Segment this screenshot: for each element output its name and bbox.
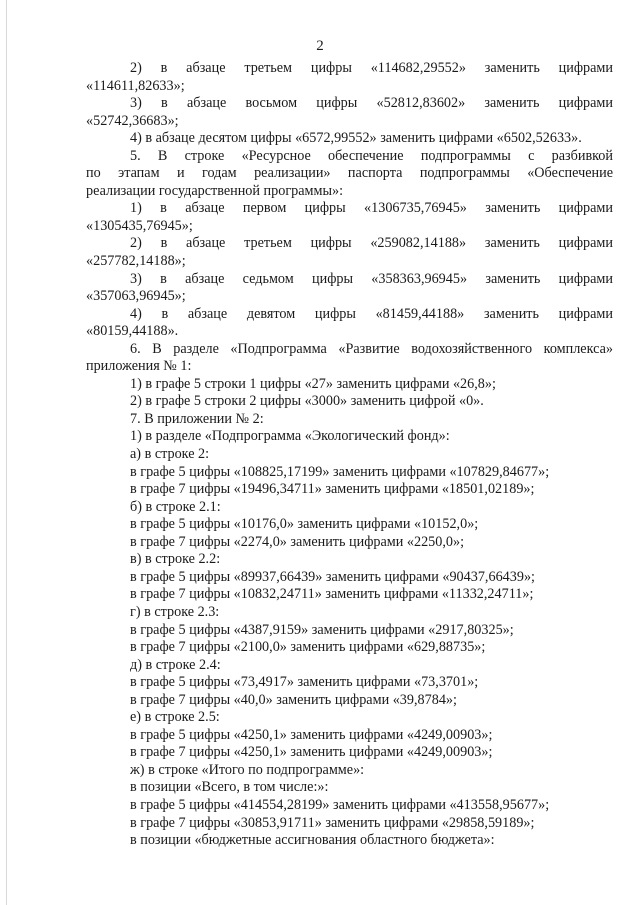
text-line: в графе 5 цифры «73,4917» заменить цифрами «73,3701»; (130, 674, 479, 691)
text-line: 3) в абзаце седьмом цифры «358363,96945» заменить цифрами (130, 270, 613, 287)
text-line: д) в строке 2.4: (130, 656, 221, 673)
text-line: в позиции «бюджетные ассигнования областного бюджета»: (130, 832, 495, 849)
text-line: б) в строке 2.1: (130, 498, 221, 515)
text-line: в графе 7 цифры «4250,1» заменить цифрами «4249,00903»; (130, 744, 493, 761)
text-line: в графе 7 цифры «30853,91711» заменить цифрами «29858,59189»; (130, 814, 535, 831)
text-line: в графе 7 цифры «2100,0» заменить цифрами «629,88735»; (130, 639, 486, 656)
text-line: 1) в абзаце первом цифры «1306735,76945» заменить цифрами (130, 200, 613, 217)
text-line: в графе 5 цифры «4387,9159» заменить цифрами «2917,80325»; (130, 621, 514, 638)
text-line: «257782,14188»; (86, 253, 186, 270)
text-line: ж) в строке «Итого по подпрограмме»: (130, 761, 365, 778)
text-line: 2) в абзаце третьем цифры «259082,14188» заменить цифрами (130, 235, 613, 252)
text-line: 2) в графе 5 строки 2 цифры «3000» заменить цифрой «0». (130, 393, 484, 410)
text-line: 6. В разделе «Подпрограмма «Развитие водохозяйственного комплекса» (130, 340, 613, 357)
text-line: в графе 5 цифры «4250,1» заменить цифрами «4249,00903»; (130, 726, 493, 743)
text-line: 3) в абзаце восьмом цифры «52812,83602» заменить цифрами (130, 95, 613, 112)
page-number: 2 (316, 38, 324, 54)
text-line: реализации государственной программы»: (86, 182, 344, 199)
text-line: в) в строке 2.2: (130, 551, 221, 568)
text-line: 1) в графе 5 строки 1 цифры «27» заменить цифрами «26,8»; (130, 375, 496, 392)
text-line: в графе 7 цифры «19496,34711» заменить цифрами «18501,02189»; (130, 481, 535, 498)
text-line: 7. В приложении № 2: (130, 410, 264, 427)
text-line: в графе 7 цифры «2274,0» заменить цифрами «2250,0»; (130, 533, 465, 550)
text-line: 4) в абзаце десятом цифры «6572,99552» заменить цифрами «6502,52633». (130, 130, 582, 147)
text-line: 1) в разделе «Подпрограмма «Экологический фонд»: (130, 428, 450, 445)
text-line: приложения № 1: (86, 358, 192, 375)
text-line: «114611,82633»; (86, 77, 185, 94)
text-line: «80159,44188». (86, 323, 179, 340)
text-line: в графе 5 цифры «89937,66439» заменить цифрами «90437,66439»; (130, 568, 535, 585)
text-line: «357063,96945»; (86, 288, 186, 305)
text-line: «52742,36683»; (86, 112, 179, 129)
text-line: в графе 5 цифры «414554,28199» заменить цифрами «413558,95677»; (130, 796, 550, 813)
text-line: 4) в абзаце девятом цифры «81459,44188» заменить цифрами (130, 305, 613, 322)
text-line: по этапам и годам реализации» паспорта подпрограммы «Обеспечение (86, 165, 613, 182)
text-line: в графе 5 цифры «10176,0» заменить цифрами «10152,0»; (130, 516, 479, 533)
text-line: г) в строке 2.3: (130, 603, 220, 620)
text-line: 5. В строке «Ресурсное обеспечение подпрограммы с разбивкой (130, 147, 613, 164)
text-line: в графе 7 цифры «10832,24711» заменить цифрами «11332,24711»; (130, 586, 534, 603)
text-line: в графе 5 цифры «108825,17199» заменить цифрами «107829,84677»; (130, 463, 550, 480)
text-line: в позиции «Всего, в том числе:»: (130, 779, 329, 796)
text-line: е) в строке 2.5: (130, 709, 220, 726)
text-line: а) в строке 2: (130, 446, 210, 463)
text-line: «1305435,76945»; (86, 217, 193, 234)
text-line: в графе 7 цифры «40,0» заменить цифрами «39,8784»; (130, 691, 457, 708)
text-line: 2) в абзаце третьем цифры «114682,29552» заменить цифрами (130, 60, 613, 76)
page-edge-line (6, 0, 7, 905)
document-body (86, 60, 613, 850)
